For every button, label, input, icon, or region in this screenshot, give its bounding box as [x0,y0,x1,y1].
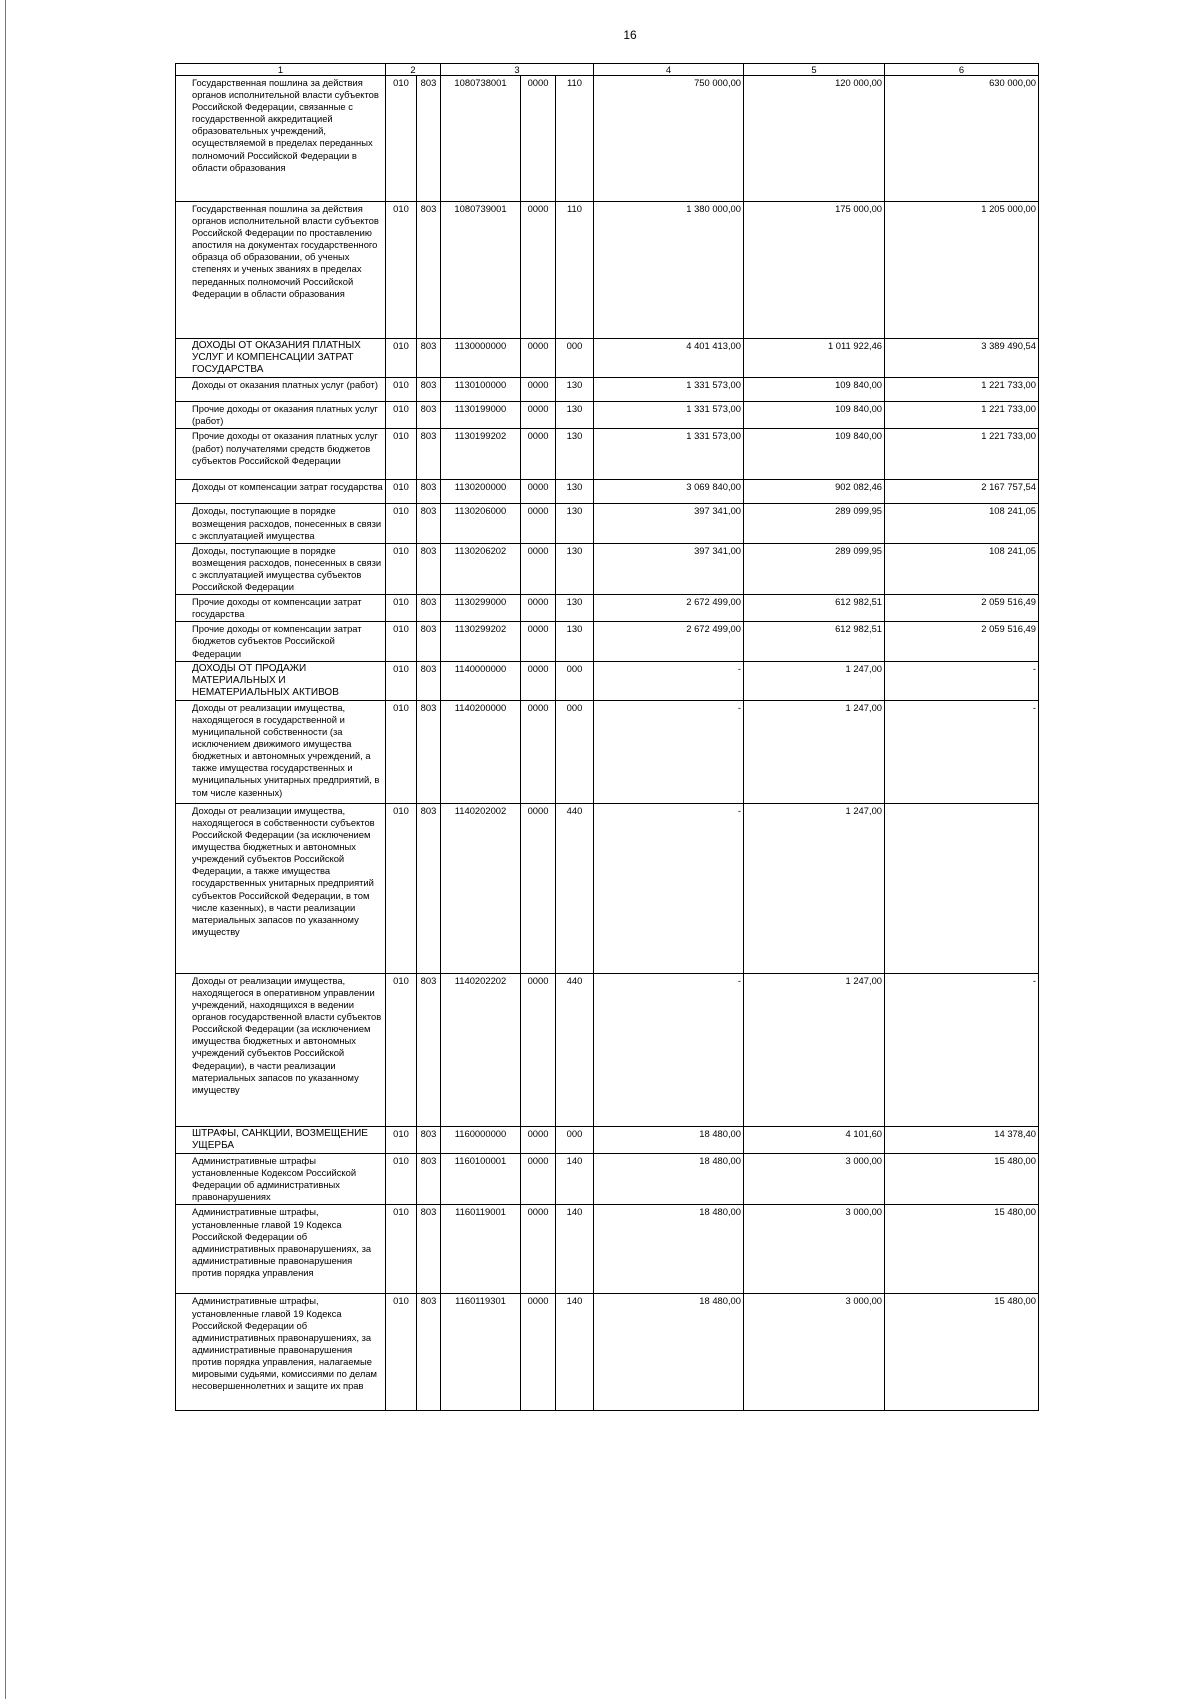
table-row [176,543,1039,594]
code-cell: 0000 [521,595,556,622]
table-row [176,202,1039,339]
table-row [176,378,1039,402]
code-cell: 010 [386,595,417,622]
row-name-cell: Прочие доходы от оказания платных услуг (работ) [176,402,386,429]
row-name-cell: Доходы от реализации имущества, находящегося в государственной и муниципальной собственности (за исключением движимого имущества бюджетных и автономных учреждений, а также имущества государственных и муниципальных унитарных предприятий, в том числе казенных) [176,700,386,803]
row-name-cell: Государственная пошлина за действия органов исполнительной власти субъектов Российской Федерации по проставлению апостиля на документах государственного образца об образовании, об ученых степенях и ученых званиях в пределах переданных полномочий Российской Федерации в области образования [176,202,386,339]
row-name-cell: Доходы, поступающие в порядке возмещения расходов, понесенных в связи с эксплуатацией имущества [176,504,386,543]
table-row [176,700,1039,803]
header-cell: 4 [594,64,744,76]
value-cell: 630 000,00 [885,76,1039,202]
code-cell: 1160000000 [441,1126,521,1153]
table-row [176,1205,1039,1294]
value-cell: 1 011 922,46 [744,339,885,378]
code-cell: 803 [417,543,441,594]
code-cell: 803 [417,480,441,504]
value-cell: 109 840,00 [744,402,885,429]
code-cell: 130 [556,622,594,661]
code-cell: 0000 [521,480,556,504]
code-cell: 0000 [521,543,556,594]
value-cell: 612 982,51 [744,595,885,622]
table-row [176,661,1039,700]
code-cell: 1080738001 [441,76,521,202]
row-name-cell: Административные штрафы установленные Кодексом Российской Федерации об административных правонарушениях [176,1154,386,1205]
code-cell: 1140200000 [441,700,521,803]
value-cell: 902 082,46 [744,480,885,504]
table-row [176,402,1039,429]
value-cell: 108 241,05 [885,543,1039,594]
code-cell: 0000 [521,202,556,339]
code-cell: 010 [386,1126,417,1153]
code-cell: 110 [556,202,594,339]
code-cell: 010 [386,700,417,803]
value-cell: 1 247,00 [744,661,885,700]
value-cell: 109 840,00 [744,429,885,480]
code-cell: 010 [386,622,417,661]
code-cell: 010 [386,973,417,1126]
code-cell: 010 [386,202,417,339]
code-cell: 1160119301 [441,1294,521,1411]
value-cell: 3 069 840,00 [594,480,744,504]
value-cell: 18 480,00 [594,1205,744,1294]
code-cell: 1140000000 [441,661,521,700]
code-cell: 0000 [521,661,556,700]
code-cell: 1130199000 [441,402,521,429]
value-cell: 2 167 757,54 [885,480,1039,504]
code-cell: 1160119001 [441,1205,521,1294]
code-cell: 010 [386,378,417,402]
code-cell: 803 [417,1205,441,1294]
code-cell: 440 [556,973,594,1126]
code-cell: 0000 [521,378,556,402]
table-row [176,1126,1039,1153]
code-cell: 010 [386,1154,417,1205]
table-row [176,803,1039,973]
value-cell: 15 480,00 [885,1154,1039,1205]
row-name-cell: Доходы, поступающие в порядке возмещения расходов, понесенных в связи с эксплуатацией имущества субъектов Российской Федерации [176,543,386,594]
value-cell: 120 000,00 [744,76,885,202]
row-name-cell: Прочие доходы от компенсации затрат государства [176,595,386,622]
row-name-cell: ДОХОДЫ ОТ ПРОДАЖИ МАТЕРИАЛЬНЫХ И НЕМАТЕРИАЛЬНЫХ АКТИВОВ [176,661,386,700]
code-cell: 1130206000 [441,504,521,543]
code-cell: 1130000000 [441,339,521,378]
value-cell: 397 341,00 [594,504,744,543]
code-cell: 010 [386,803,417,973]
code-cell: 000 [556,339,594,378]
code-cell: 010 [386,504,417,543]
table-row [176,1294,1039,1411]
code-cell: 803 [417,1154,441,1205]
value-cell: 1 221 733,00 [885,378,1039,402]
code-cell: 803 [417,803,441,973]
value-cell: 4 401 413,00 [594,339,744,378]
code-cell: 010 [386,429,417,480]
code-cell: 010 [386,402,417,429]
header-cell: 1 [176,64,386,76]
code-cell: 0000 [521,1154,556,1205]
code-cell: 1160100001 [441,1154,521,1205]
code-cell: 1130299202 [441,622,521,661]
value-cell: - [594,700,744,803]
code-cell: 010 [386,661,417,700]
code-cell: 130 [556,402,594,429]
code-cell: 803 [417,402,441,429]
code-cell: 0000 [521,700,556,803]
code-cell: 000 [556,661,594,700]
code-cell: 0000 [521,76,556,202]
row-name-cell: Доходы от реализации имущества, находящегося в оперативном управлении учреждений, находящихся в ведении органов государственной власти субъектов Российской Федерации (за исключением имущества бюджетных и автономных учреждений субъектов Российской Федерации), в части реализации материальных запасов по указанному имуществу [176,973,386,1126]
value-cell: 397 341,00 [594,543,744,594]
code-cell: 0000 [521,1126,556,1153]
scan-edge-line [5,0,6,1699]
value-cell: - [885,973,1039,1126]
value-cell: 108 241,05 [885,504,1039,543]
value-cell: 1 221 733,00 [885,402,1039,429]
code-cell: 803 [417,202,441,339]
value-cell: 750 000,00 [594,76,744,202]
value-cell: 1 247,00 [744,973,885,1126]
value-cell: 1 331 573,00 [594,378,744,402]
code-cell: 1080739001 [441,202,521,339]
code-cell: 0000 [521,973,556,1126]
table-row [176,622,1039,661]
code-cell: 130 [556,504,594,543]
code-cell: 130 [556,429,594,480]
code-cell: 1130199202 [441,429,521,480]
code-cell: 0000 [521,504,556,543]
value-cell: 1 331 573,00 [594,402,744,429]
code-cell: 803 [417,973,441,1126]
code-cell: 140 [556,1205,594,1294]
code-cell: 000 [556,1126,594,1153]
row-name-cell: Государственная пошлина за действия органов исполнительной власти субъектов Российской Федерации, связанные с государственной аккредитацией образовательных учреждений, осуществляемой в пределах переданных полномочий Российской Федерации в области образования [176,76,386,202]
table-row [176,504,1039,543]
code-cell: 803 [417,1294,441,1411]
code-cell: 0000 [521,1294,556,1411]
value-cell [885,803,1039,973]
value-cell: 15 480,00 [885,1294,1039,1411]
value-cell: 4 101,60 [744,1126,885,1153]
code-cell: 010 [386,1205,417,1294]
code-cell: 010 [386,480,417,504]
code-cell: 140 [556,1154,594,1205]
table-row [176,339,1039,378]
row-name-cell: ШТРАФЫ, САНКЦИИ, ВОЗМЕЩЕНИЕ УЩЕРБА [176,1126,386,1153]
code-cell: 1130100000 [441,378,521,402]
row-name-cell: Доходы от оказания платных услуг (работ) [176,378,386,402]
code-cell: 803 [417,595,441,622]
code-cell: 130 [556,543,594,594]
code-cell: 803 [417,378,441,402]
header-cell: 3 [441,64,594,76]
code-cell: 1140202002 [441,803,521,973]
code-cell: 130 [556,378,594,402]
header-cell: 2 [386,64,441,76]
code-cell: 1130200000 [441,480,521,504]
value-cell: 175 000,00 [744,202,885,339]
row-name-cell: Доходы от компенсации затрат государства [176,480,386,504]
code-cell: 010 [386,339,417,378]
value-cell: 3 000,00 [744,1294,885,1411]
value-cell: 1 331 573,00 [594,429,744,480]
value-cell: 3 000,00 [744,1154,885,1205]
row-name-cell: Прочие доходы от оказания платных услуг (работ) получателями средств бюджетов субъектов Российской Федерации [176,429,386,480]
value-cell: 109 840,00 [744,378,885,402]
page-number: 16 [623,28,637,42]
code-cell: 000 [556,700,594,803]
header-cell: 6 [885,64,1039,76]
value-cell: 2 672 499,00 [594,622,744,661]
code-cell: 140 [556,1294,594,1411]
row-name-cell: Административные штрафы, установленные главой 19 Кодекса Российской Федерации об административных правонарушениях, за административные правонарушения против порядка управления [176,1205,386,1294]
row-name-cell: Административные штрафы, установленные главой 19 Кодекса Российской Федерации об административных правонарушениях, за административные правонарушения против порядка управления, налагаемые мировыми судьями, комиссиями по делам несовершеннолетних и защите их прав [176,1294,386,1411]
code-cell: 0000 [521,622,556,661]
value-cell: 18 480,00 [594,1126,744,1153]
table-row [176,76,1039,202]
code-cell: 1140202202 [441,973,521,1126]
code-cell: 0000 [521,803,556,973]
value-cell: 14 378,40 [885,1126,1039,1153]
code-cell: 130 [556,595,594,622]
value-cell: 18 480,00 [594,1154,744,1205]
code-cell: 803 [417,1126,441,1153]
value-cell: 612 982,51 [744,622,885,661]
value-cell: 2 672 499,00 [594,595,744,622]
value-cell: 1 380 000,00 [594,202,744,339]
code-cell: 1130299000 [441,595,521,622]
code-cell: 0000 [521,339,556,378]
revenue-table [175,63,1039,1411]
table-row [176,595,1039,622]
code-cell: 803 [417,700,441,803]
row-name-cell: Прочие доходы от компенсации затрат бюджетов субъектов Российской Федерации [176,622,386,661]
code-cell: 803 [417,429,441,480]
code-cell: 0000 [521,429,556,480]
code-cell: 010 [386,1294,417,1411]
value-cell: 1 247,00 [744,700,885,803]
value-cell: 3 000,00 [744,1205,885,1294]
table-row [176,429,1039,480]
code-cell: 010 [386,543,417,594]
code-cell: 803 [417,339,441,378]
header-cell: 5 [744,64,885,76]
value-cell: 3 389 490,54 [885,339,1039,378]
value-cell: 1 247,00 [744,803,885,973]
code-cell: 1130206202 [441,543,521,594]
value-cell: 18 480,00 [594,1294,744,1411]
code-cell: 803 [417,76,441,202]
value-cell: - [885,661,1039,700]
table-row [176,480,1039,504]
code-cell: 803 [417,661,441,700]
value-cell: - [594,803,744,973]
row-name-cell: Доходы от реализации имущества, находящегося в собственности субъектов Российской Федерации (за исключением имущества бюджетных и автономных учреждений субъектов Российской Федерации, а также имущества государственных унитарных предприятий субъектов Российской Федерации, в том числе казенных), в части реализации материальных запасов по указанному имуществу [176,803,386,973]
row-name-cell: ДОХОДЫ ОТ ОКАЗАНИЯ ПЛАТНЫХ УСЛУГ И КОМПЕНСАЦИИ ЗАТРАТ ГОСУДАРСТВА [176,339,386,378]
column-number-row [176,64,1039,76]
table-row [176,973,1039,1126]
code-cell: 0000 [521,402,556,429]
value-cell: 15 480,00 [885,1205,1039,1294]
value-cell: 289 099,95 [744,543,885,594]
table-row [176,1154,1039,1205]
code-cell: 0000 [521,1205,556,1294]
code-cell: 440 [556,803,594,973]
code-cell: 010 [386,76,417,202]
value-cell: - [594,973,744,1126]
code-cell: 803 [417,504,441,543]
code-cell: 110 [556,76,594,202]
value-cell: - [594,661,744,700]
value-cell: 1 221 733,00 [885,429,1039,480]
value-cell: 289 099,95 [744,504,885,543]
code-cell: 130 [556,480,594,504]
value-cell: 2 059 516,49 [885,622,1039,661]
value-cell: 1 205 000,00 [885,202,1039,339]
value-cell: 2 059 516,49 [885,595,1039,622]
value-cell: - [885,700,1039,803]
code-cell: 803 [417,622,441,661]
